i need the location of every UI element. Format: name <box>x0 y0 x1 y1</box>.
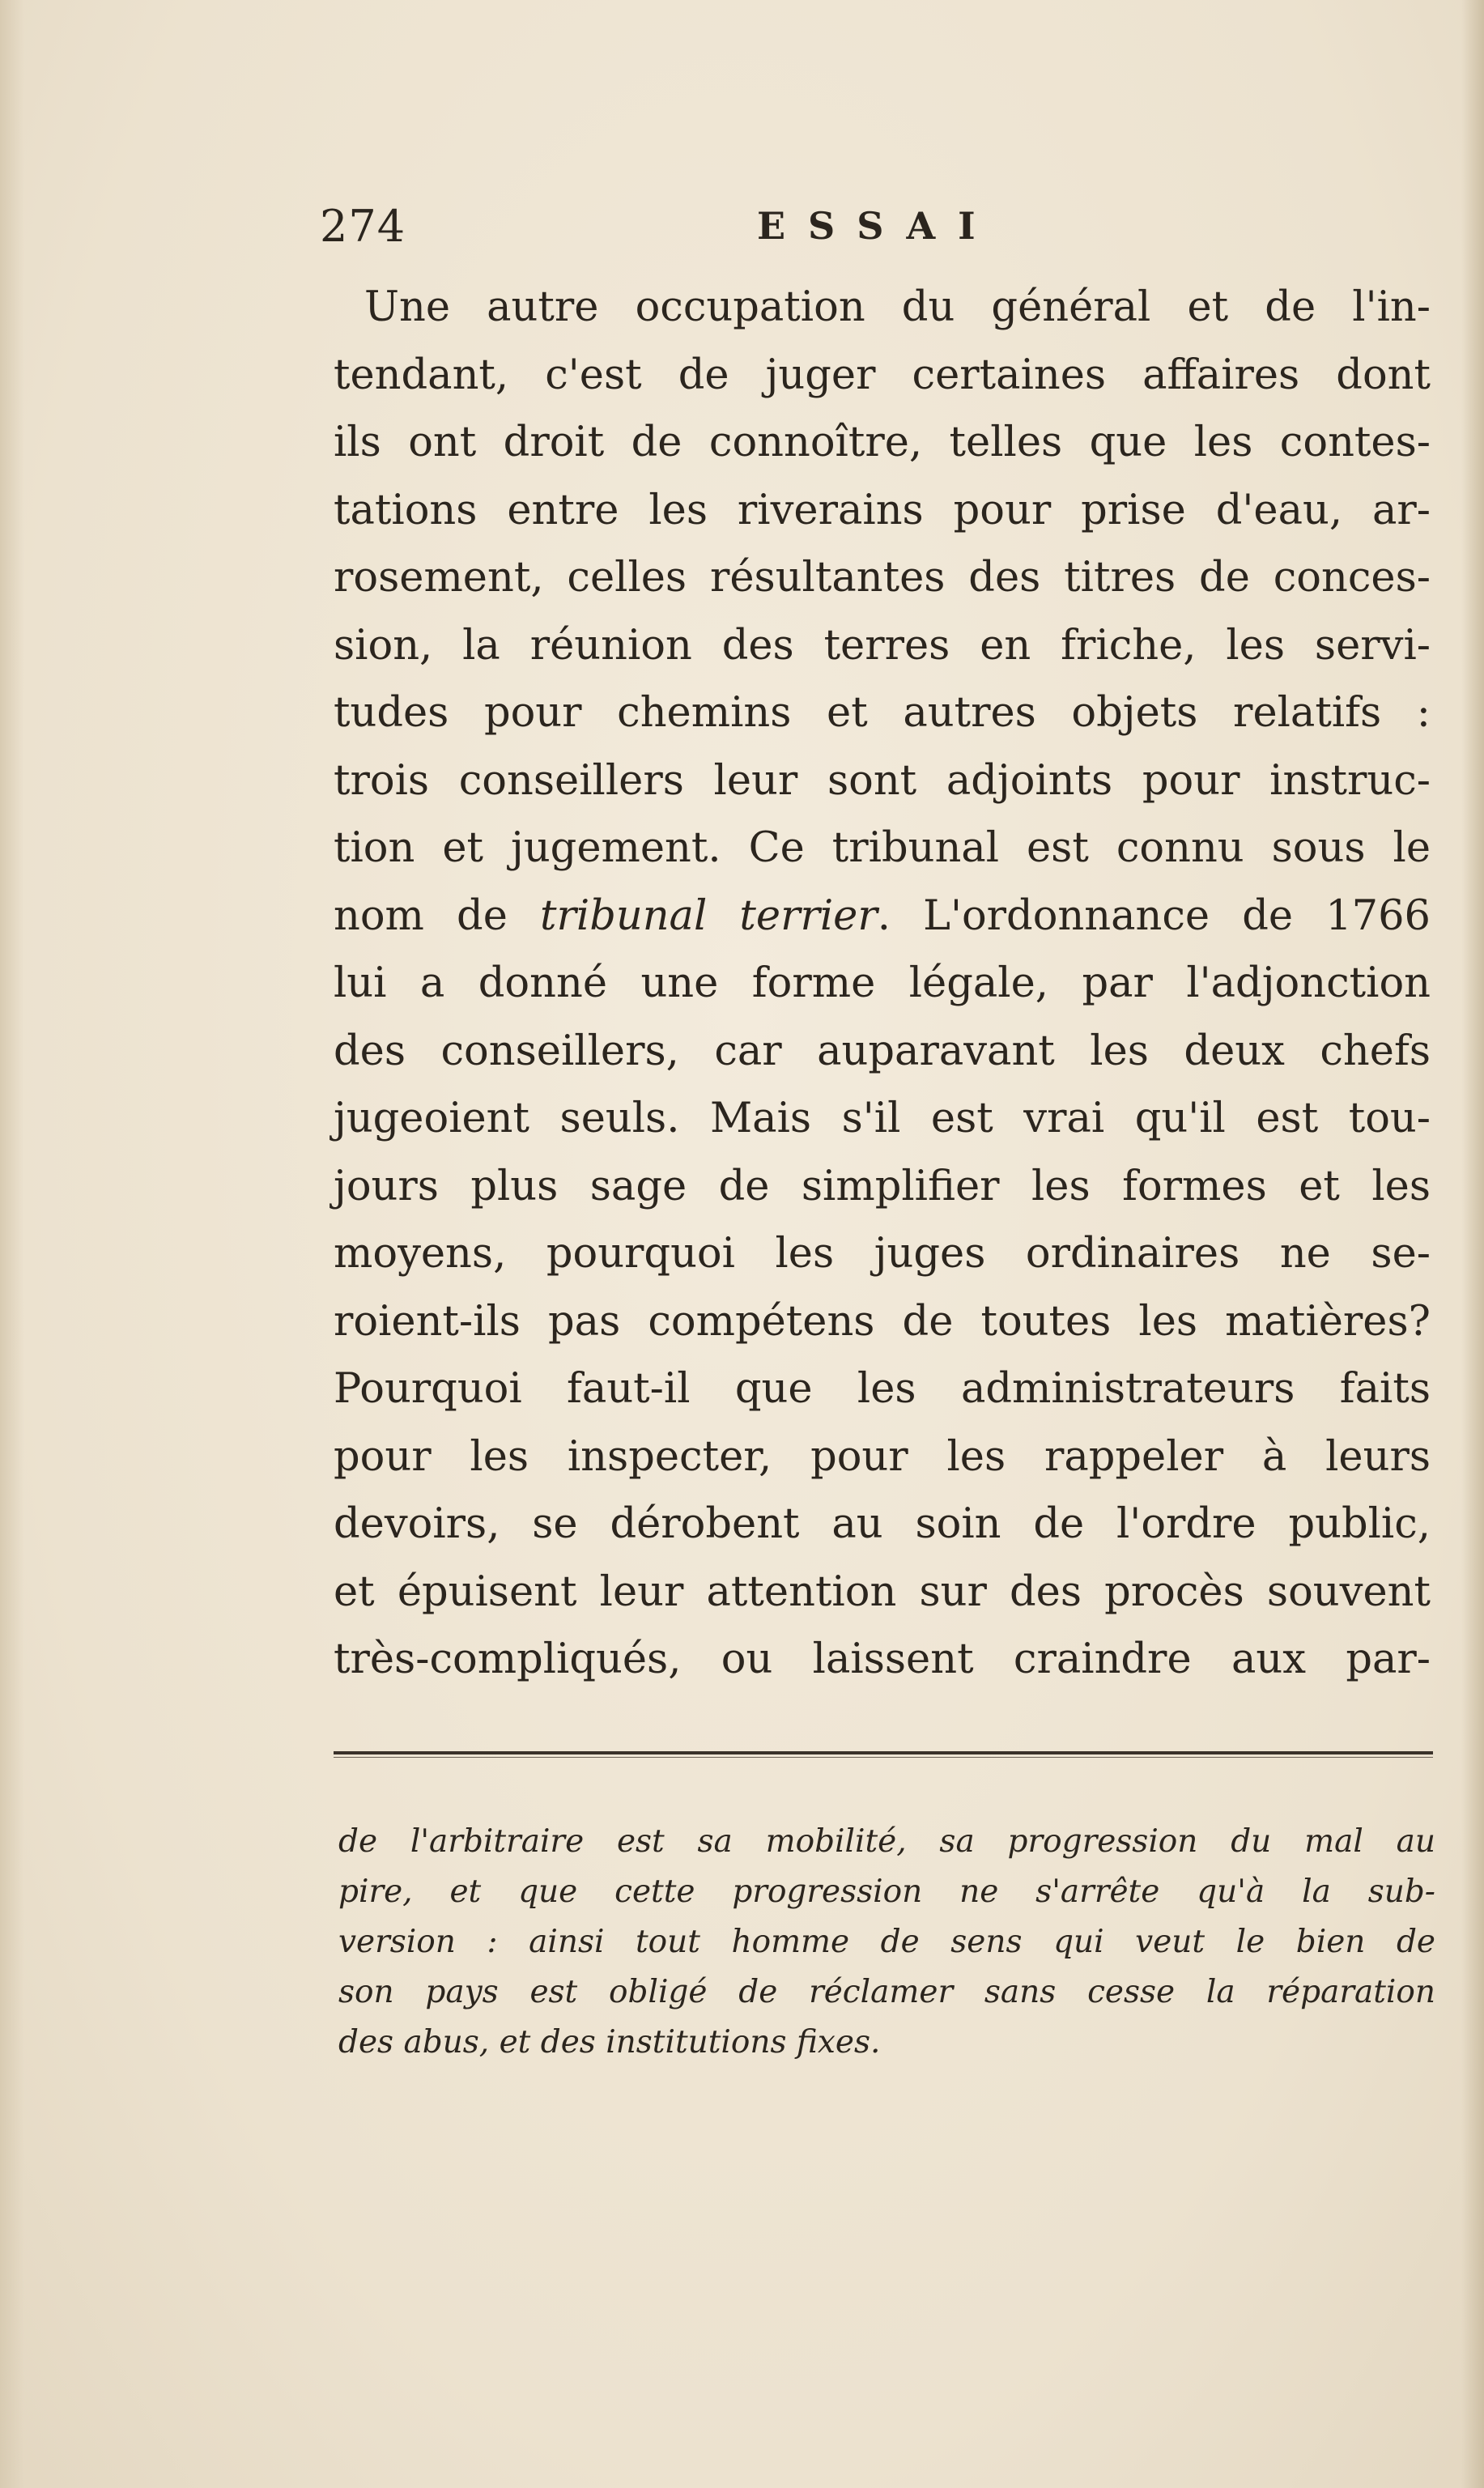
text-line: des conseillers, car auparavant les deux chefs <box>334 1027 1431 1075</box>
text-line: très-compliqués, ou laissent craindre aux par- <box>334 1635 1431 1683</box>
page-number: 274 <box>320 201 406 252</box>
text-line: roient-ils pas compétens de toutes les matières? <box>334 1297 1431 1346</box>
text-line: pour les inspecter, pour les rappeler à leurs <box>334 1432 1431 1481</box>
page-left-edge-shadow <box>0 0 24 2488</box>
text-line: sion, la réunion des terres en friche, les servi- <box>334 621 1431 670</box>
text-line: devoirs, se dérobent au soin de l'ordre public, <box>334 1500 1431 1548</box>
footnote-block <box>338 1817 1435 2068</box>
text-line: ils ont droit de connoître, telles que les contes- <box>334 419 1431 466</box>
footnote-separator-hairline <box>334 1757 1433 1758</box>
footnote-line: son pays est obligé de réclamer sans cesse la réparation <box>338 1974 1435 2010</box>
page-header <box>320 201 1437 257</box>
text-line: Une autre occupation du général et de l'in- <box>364 283 1431 331</box>
text-segment: nom de <box>334 891 541 940</box>
text-line: tendant, c'est de juger certaines affaires dont <box>334 351 1431 399</box>
text-line: jours plus sage de simplifier les formes et les <box>334 1162 1431 1210</box>
text-line-with-italic <box>334 882 1431 951</box>
text-line: rosement, celles résultantes des titres de conces- <box>334 554 1431 602</box>
text-line: Pourquoi faut-il que les administrateurs faits <box>334 1365 1431 1413</box>
text-line: jugeoient seuls. Mais s'il est vrai qu'il est tou- <box>334 1095 1431 1142</box>
footnote-line: de l'arbitraire est sa mobilité, sa progression du mal au <box>338 1823 1435 1860</box>
text-segment: . L'ordonnance de 1766 <box>877 891 1431 940</box>
footnote-line: pire, et que cette progression ne s'arrête qu'à la sub- <box>338 1873 1435 1910</box>
running-head: ESSAI <box>757 204 998 248</box>
page-right-edge-shadow <box>1461 0 1484 2488</box>
footnote-separator-rule <box>334 1751 1433 1754</box>
footnote-line: version : ainsi tout homme de sens qui veut le bien de <box>338 1924 1435 1960</box>
footnote-line: des abus, et des institutions fixes. <box>338 2024 881 2061</box>
text-line: lui a donné une forme légale, par l'adjonction <box>334 959 1431 1007</box>
text-line: tion et jugement. Ce tribunal est connu sous le <box>334 824 1431 872</box>
text-line: moyens, pourquoi les juges ordinaires ne se- <box>334 1230 1431 1278</box>
text-line: tudes pour chemins et autres objets relatifs : <box>334 689 1431 737</box>
italic-term: tribunal terrier <box>540 891 878 940</box>
text-line: trois conseillers leur sont adjoints pour instruc- <box>334 756 1431 805</box>
main-text-block <box>334 274 1431 1694</box>
text-line: et épuisent leur attention sur des procès souvent <box>334 1567 1431 1616</box>
text-line: tations entre les riverains pour prise d'eau, ar- <box>334 486 1431 534</box>
